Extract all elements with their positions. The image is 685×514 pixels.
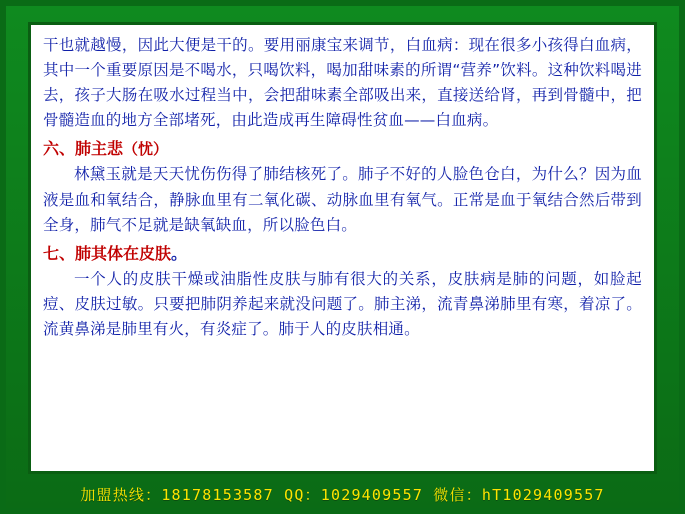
section-number: 七、 <box>43 243 76 263</box>
section-title-parenthetical: （忧） <box>123 140 169 159</box>
section-paragraph-7: 一个人的皮肤干燥或油脂性皮肤与肺有很大的关系，皮肤病是肺的问题，如脸起痘、皮肤过敏。只要把肺阴养起来就没问题了。肺主涕，流青鼻涕肺里有寒，着凉了。流黄鼻涕是肺里有火，有炎症了。肺于人的皮肤相通。 <box>43 269 642 338</box>
section-heading-6 <box>43 137 642 161</box>
contact-hotline-text: 加盟热线：18178153587 QQ：1029409557 微信：hT1029409557 <box>80 485 605 504</box>
section-heading-7 <box>43 242 642 266</box>
section-title-period: 。 <box>171 243 188 263</box>
section-paragraph-6: 林黛玉就是天天忧伤伤得了肺结核死了。肺子不好的人脸色仓白，为什么？因为血液是血和氧结合，静脉血里有二氧化碳、动脉血里有氧气。正常是血于氧结合然后带到全身，肺气不足就是缺氧缺血，所以脸色白。 <box>43 165 642 234</box>
footer-bar <box>0 474 685 514</box>
section-title: 肺其体在皮肤 <box>75 243 172 263</box>
body-paragraph: 干也就越慢，因此大便是干的。要用丽康宝来调节，白血病：现在很多小孩得白血病，其中一个重要原因是不喝水，只喝饮料，喝加甜味素的所谓“营养”饮料。这种饮料喝进去，孩子大肠在吸水过程当中，会把甜味素全部吸出来，直接送给肾，再到骨髓中，把骨髓造血的地方全部堵死，由此造成再生障碍性贫血——白血病。 <box>43 36 642 130</box>
section-title: 肺主悲 <box>75 139 124 159</box>
section-number: 六、 <box>43 139 76 159</box>
slide-content-card <box>28 22 657 474</box>
